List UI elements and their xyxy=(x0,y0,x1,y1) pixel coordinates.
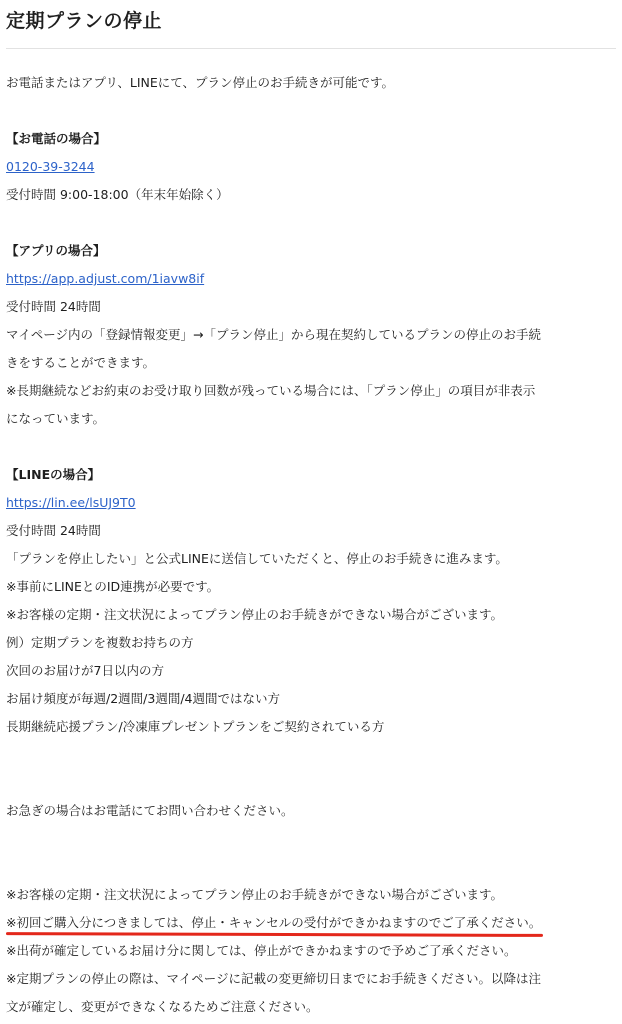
line-desc-line-7: 長期継続応援プラン/冷凍庫プレゼントプランをご契約されている方 xyxy=(6,719,385,734)
urgent-text: お急ぎの場合はお電話にてお問い合わせください。 xyxy=(6,803,294,818)
content xyxy=(6,69,616,1021)
line-hours: 受付時間 24時間 xyxy=(6,523,101,538)
note-3: ※出荷が確定しているお届け分に関しては、停止ができかねますので予めご了承ください。 xyxy=(6,943,517,958)
spacer xyxy=(6,825,616,881)
phone-hours: 受付時間 9:00-18:00（年末年始除く） xyxy=(6,187,229,202)
phone-line xyxy=(6,153,616,181)
phone-number-link[interactable]: 0120-39-3244 xyxy=(6,159,95,174)
line-url-line xyxy=(6,489,616,517)
spacer xyxy=(6,741,616,797)
page-title: 定期プランの停止 xyxy=(6,10,163,32)
app-url-line xyxy=(6,265,616,293)
note-2-underlined: ※初回ご購入分につきましては、停止・キャンセルの受付ができかねますのでご了承ください。 xyxy=(6,909,541,937)
note-1: ※お客様の定期・注文状況によってプラン停止のお手続きができない場合がございます。 xyxy=(6,887,503,902)
line-desc-line-2: ※事前にLINEとのID連携が必要です。 xyxy=(6,579,220,594)
line-desc-line-4: 例）定期プランを複数お持ちの方 xyxy=(6,635,194,650)
line-url-link[interactable]: https://lin.ee/lsUJ9T0 xyxy=(6,495,136,510)
app-heading: 【アプリの場合】 xyxy=(6,243,106,258)
app-desc-line-3: ※長期継続などお約束のお受け取り回数が残っている場合には、「プラン停止」の項目が非表示 xyxy=(6,383,536,398)
line-desc-line-5: 次回のお届けが7日以内の方 xyxy=(6,663,164,678)
line-desc-line-3: ※お客様の定期・注文状況によってプラン停止のお手続きができない場合がございます。 xyxy=(6,607,503,622)
title-divider xyxy=(6,48,616,49)
note-4-line-1: ※定期プランの停止の際は、マイページに記載の変更締切日までにお手続きください。以降は注 xyxy=(6,971,541,986)
note-4-line-2: 文が確定し、変更ができなくなるためご注意ください。 xyxy=(6,999,319,1014)
line-desc-line-6: お届け頻度が毎週/2週間/3週間/4週間ではない方 xyxy=(6,691,280,706)
phone-heading: 【お電話の場合】 xyxy=(6,131,107,146)
line-heading: 【LINEの場合】 xyxy=(6,467,101,482)
app-desc-line-1: マイページ内の「登録情報変更」→「プラン停止」から現在契約しているプランの停止のお手続 xyxy=(6,327,541,342)
app-desc-line-4: になっています。 xyxy=(6,411,106,426)
note-2-line xyxy=(6,909,616,937)
app-url-link[interactable]: https://app.adjust.com/1iavw8if xyxy=(6,271,205,286)
intro-text: お電話またはアプリ、LINEにて、プラン停止のお手続きが可能です。 xyxy=(6,75,395,90)
app-hours: 受付時間 24時間 xyxy=(6,299,101,314)
app-desc-line-2: きをすることができます。 xyxy=(6,355,156,370)
line-desc-line-1: 「プランを停止したい」と公式LINEに送信していただくと、停止のお手続きに進みます。 xyxy=(6,551,508,566)
